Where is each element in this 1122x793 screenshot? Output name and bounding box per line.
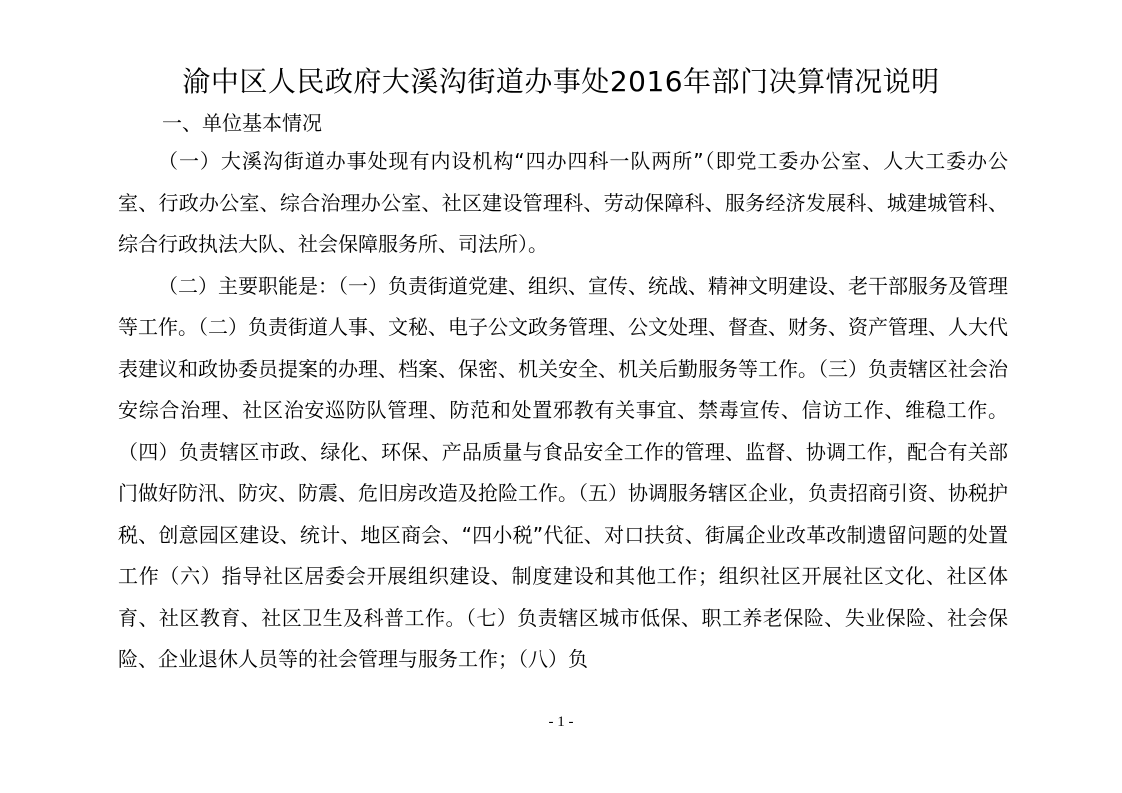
paragraph-functions: （二）主要职能是：（一）负责街道党建、组织、宣传、统战、精神文明建设、老干部服务及管理等工作。（二）负责街道人事、文秘、电子公文政务管理、公文处理、督查、财务、资产管理、人大代表建议和政协委员提案的办理、档案、保密、机关安全、机关后勤服务等工作。（三）负责辖区社会治安综合治理、社区治安巡防队管理、防范和处置邪教有关事宜、禁毒宣传、信访工作、维稳工作。（四）负责辖区市政、绿化、环保、产品质量与食品安全工作的管理、监督、协调工作，配合有关部门做好防汛、防灾、防震、危旧房改造及抢险工作。（五）协调服务辖区企业，负责招商引资、协税护税、创意园区建设、统计、地区商会、“四小税”代征、对口扶贫、街属企业改革改制遗留问题的处置工作（六）指导社区居委会开展组织建设、制度建设和其他工作；组织社区开展社区文化、社区体育、社区教育、社区卫生及科普工作。（七）负责辖区城市低保、职工养老保险、失业保险、社会保险、企业退休人员等的社会管理与服务工作；（八）负 [118, 273, 1008, 671]
section-heading: 一、单位基本情况 [162, 111, 322, 135]
paragraph-institutions: （一）大溪沟街道办事处现有内设机构“四办四科一队两所”（即党工委办公室、人大工委办公室、行政办公室、综合治理办公室、社区建设管理科、劳动保障科、服务经济发展科、城建城管科、综合行政执法大队、社会保障服务所、司法所）。 [118, 149, 1008, 256]
page-number: - 1 - [548, 714, 574, 730]
document-title: 渝中区人民政府大溪沟街道办事处2016年部门决算情况说明 [182, 65, 940, 98]
body-text [118, 141, 1008, 681]
